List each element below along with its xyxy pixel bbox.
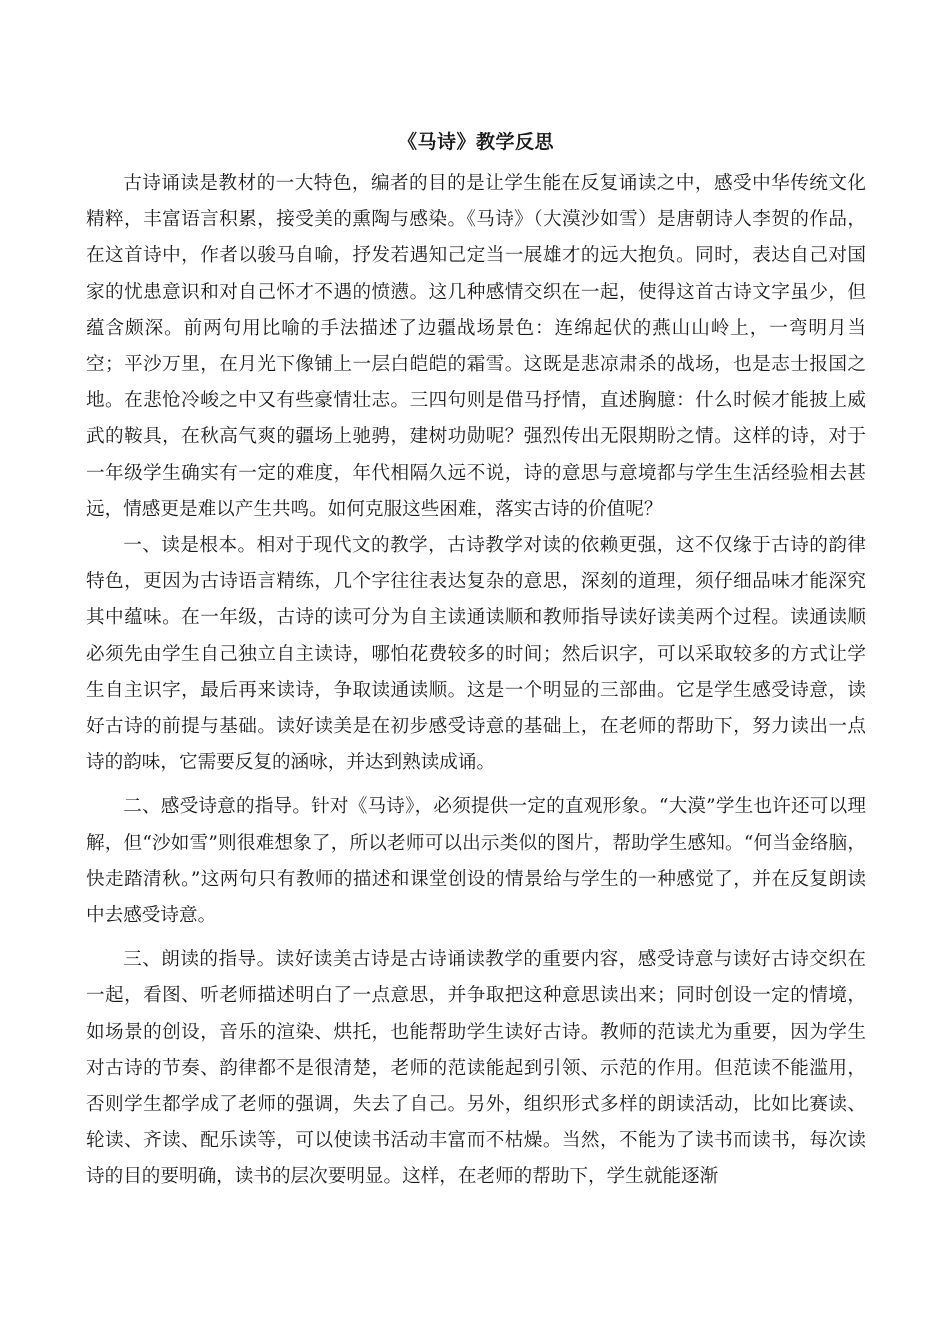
document-title: 《马诗》教学反思: [397, 131, 554, 153]
paragraph-poetic-meaning: 二、感受诗意的指导。针对《马诗》，必须提供一定的直观形象。“大漠”学生也许还可以理解，但“沙如雪”则很难想象了，所以老师可以出示类似的图片，帮助学生感知。“何当金络脑，快走踏清秋。”这两句只有教师的描述和课堂创设的情景给与学生的一种感觉了，并在反复朗读中去感受诗意。: [86, 796, 866, 927]
paragraph-intro: 古诗诵读是教材的一大特色，编者的目的是让学生能在反复诵读之中，感受中华传统文化精粹，丰富语言积累，接受美的熏陶与感染。《马诗》（大漠沙如雪）是唐朝诗人李贺的作品，在这首诗中，作者以骏马自喻，抒发若遇知己定当一展雄才的远大抱负。同时，表达自己对国家的忧患意识和对自己怀才不遇的愤懑。这几种感情交织在一起，使得这首古诗文字虽少，但蕴含颇深。前两句用比喻的手法描述了边疆战场景色：连绵起伏的燕山山岭上，一弯明月当空；平沙万里，在月光下像铺上一层白皑皑的霜雪。这既是悲凉肃杀的战场，也是志士报国之地。在悲怆冷峻之中又有些豪情壮志。三四句则是借马抒情，直述胸臆：什么时候才能披上威武的鞍具，在秋高气爽的疆场上驰骋，建树功勋呢？强烈传出无限期盼之情。这样的诗，对于一年级学生确实有一定的难度，年代相隔久远不说，诗的意思与意境都与学生生活经验相去甚远，情感更是难以产生共鸣。如何克服这些困难，落实古诗的价值呢？: [86, 173, 866, 520]
paragraph-reading-fundamental: 一、读是根本。相对于现代文的教学，古诗教学对读的依赖更强，这不仅缘于古诗的韵律特色，更因为古诗语言精练，几个字往往表达复杂的意思，深刻的道理，须仔细品味才能深究其中蕴味。在一年级，古诗的读可分为自主读通读顺和教师指导读好读美两个过程。读通读顺必须先由学生自己独立自主读诗，哪怕花费较多的时间；然后识字，可以采取较多的方式让学生自主识字，最后再来读诗，争取读通读顺。这是一个明显的三部曲。它是学生感受诗意，读好古诗的前提与基础。读好读美是在初步感受诗意的基础上，在老师的帮助下，努力读出一点诗的韵味，它需要反复的涵咏，并达到熟读成诵。: [86, 535, 866, 774]
paragraph-reading-guidance: 三、朗读的指导。读好读美古诗是古诗诵读教学的重要内容，感受诗意与读好古诗交织在一起，看图、听老师描述明白了一点意思，并争取把这种意思读出来；同时创设一定的情境，如场景的创设，音乐的渲染、烘托，也能帮助学生读好古诗。教师的范读尤为重要，因为学生对古诗的节奏、韵律都不是很清楚，老师的范读能起到引领、示范的作用。但范读不能滥用，否则学生都学成了老师的强调，失去了自己。另外，组织形式多样的朗读活动，比如比赛读、轮读、齐读、配乐读等，可以使读书活动丰富而不枯燥。当然，不能为了读书而读书，每次读诗的目的要明确，读书的层次要明显。这样，在老师的帮助下，学生就能逐渐: [86, 949, 866, 1188]
